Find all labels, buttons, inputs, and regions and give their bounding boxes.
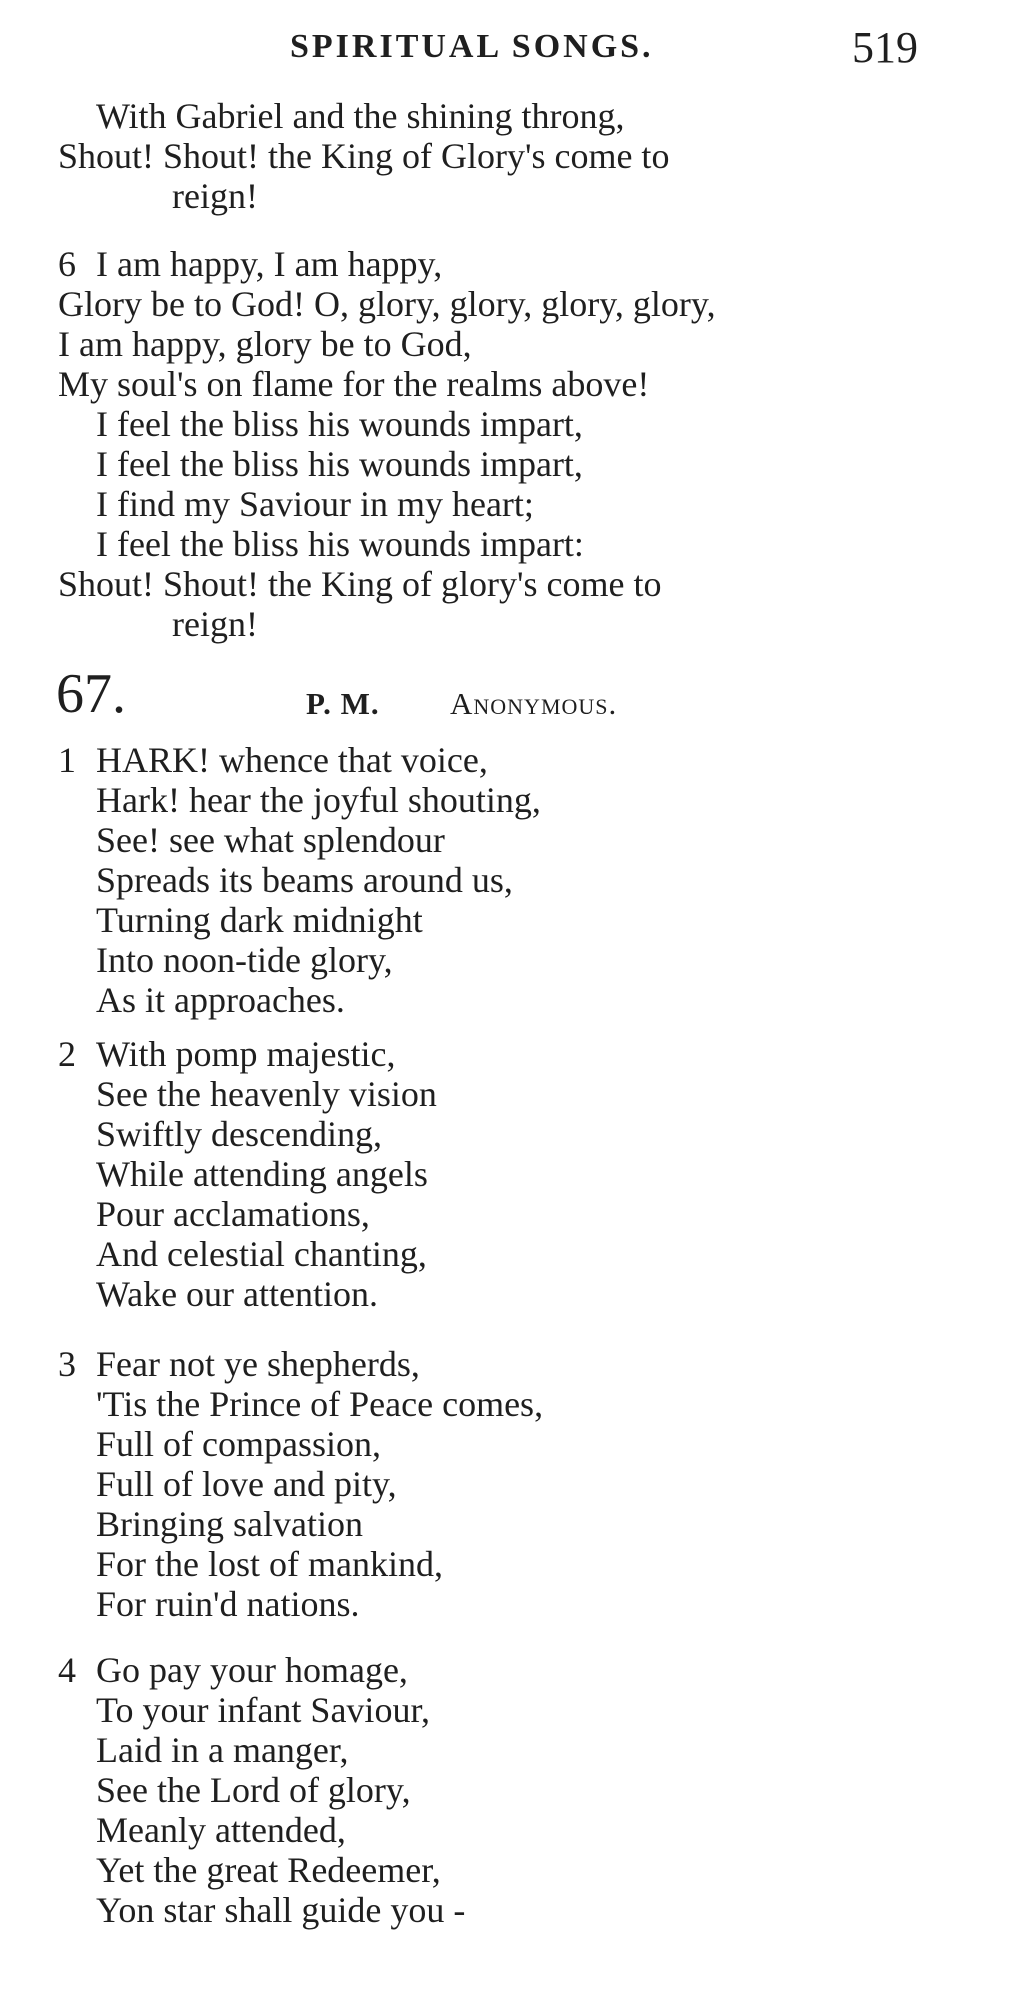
- stanza-3-line-5: Bringing salvation: [96, 1504, 363, 1544]
- stanza-6-line-1: 6 I am happy, I am happy,: [58, 244, 443, 284]
- stanza-6-line-8: I feel the bliss his wounds impart:: [96, 524, 584, 564]
- stanza-6-line-2: Glory be to God! O, glory, glory, glory, glory,: [58, 284, 716, 324]
- continued-line-2: Shout! Shout! the King of Glory's come to: [58, 136, 670, 176]
- hymn-author: Anonymous.: [450, 686, 618, 721]
- stanza-4-number: 4: [58, 1650, 76, 1690]
- hymn-number: 67.: [56, 663, 126, 725]
- stanza-3-line-3: Full of compassion,: [96, 1424, 381, 1464]
- stanza-4-line-2: To your infant Saviour,: [96, 1690, 430, 1730]
- stanza-2-line-6: And celestial chanting,: [96, 1234, 427, 1274]
- stanza-4-line-7: Yon star shall guide you -: [96, 1890, 466, 1930]
- stanza-2-line-7: Wake our attention.: [96, 1274, 379, 1314]
- stanza-1-number: 1: [58, 740, 76, 780]
- stanza-1-line-2: Hark! hear the joyful shouting,: [96, 780, 541, 820]
- stanza-3-number: 3: [58, 1344, 76, 1384]
- stanza-2-line-5: Pour acclamations,: [96, 1194, 370, 1234]
- stanza-1-line-5: Turning dark midnight: [96, 900, 423, 940]
- stanza-3-line-7: For ruin'd nations.: [96, 1584, 360, 1624]
- stanza-6-line-3: I am happy, glory be to God,: [58, 324, 472, 364]
- stanza-3-line-6: For the lost of mankind,: [96, 1544, 443, 1584]
- stanza-4-line-5: Meanly attended,: [96, 1810, 346, 1850]
- stanza-6-line-7: I find my Saviour in my heart;: [96, 484, 534, 524]
- stanza-2-line-4: While attending angels: [96, 1154, 428, 1194]
- stanza-2-line-2: See the heavenly vision: [96, 1074, 437, 1114]
- stanza-3-line-4: Full of love and pity,: [96, 1464, 397, 1504]
- stanza-1-line-1: 1 HARK! whence that voice,: [58, 740, 488, 780]
- stanza-6-line-4: My soul's on flame for the realms above!: [58, 364, 650, 404]
- stanza-2-line-3: Swiftly descending,: [96, 1114, 382, 1154]
- stanza-6-line-9: Shout! Shout! the King of glory's come to: [58, 564, 662, 604]
- hymn-meter: P. M.: [306, 686, 380, 721]
- stanza-3-line-2: 'Tis the Prince of Peace comes,: [96, 1384, 544, 1424]
- continued-line-1: With Gabriel and the shining throng,: [96, 96, 625, 136]
- stanza-2-number: 2: [58, 1034, 76, 1074]
- stanza-3-line-1: 3 Fear not ye shepherds,: [58, 1344, 420, 1384]
- stanza-4-line-3: Laid in a manger,: [96, 1730, 349, 1770]
- stanza-4-line-1: 4 Go pay your homage,: [58, 1650, 408, 1690]
- stanza-4-line-6: Yet the great Redeemer,: [96, 1850, 441, 1890]
- stanza-6-line-5: I feel the bliss his wounds impart,: [96, 404, 583, 444]
- stanza-6-line-10: reign!: [172, 604, 258, 644]
- stanza-1-line-3: See! see what splendour: [96, 820, 445, 860]
- page-number: 519: [852, 23, 918, 72]
- running-title: SPIRITUAL SONGS.: [290, 28, 654, 65]
- stanza-2-line-1: 2 With pomp majestic,: [58, 1034, 396, 1074]
- continued-line-3: reign!: [172, 176, 258, 216]
- stanza-1-line-4: Spreads its beams around us,: [96, 860, 513, 900]
- stanza-1-line-6: Into noon-tide glory,: [96, 940, 393, 980]
- stanza-4-line-4: See the Lord of glory,: [96, 1770, 411, 1810]
- stanza-1-line-7: As it approaches.: [96, 980, 345, 1020]
- stanza-6-number: 6: [58, 244, 76, 284]
- stanza-6-line-6: I feel the bliss his wounds impart,: [96, 444, 583, 484]
